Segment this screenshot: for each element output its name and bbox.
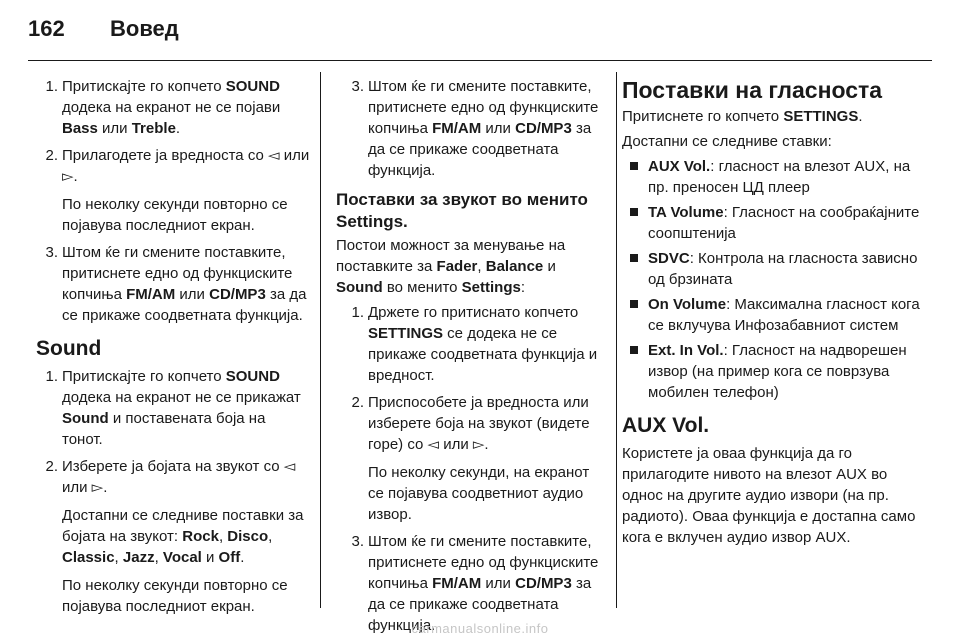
volume-intro-text: Притиснете го копчето SETTINGS.	[622, 108, 863, 125]
aux-vol-heading: AUX Vol.	[622, 414, 710, 437]
list-item: On Volume: Максимална гласност кога се вклучува Инфозабавниот систем	[622, 294, 922, 336]
step-text: Штом ќе ги смените поставките, притиснете едно од функциските копчиња FM/AM или CD/MP3 за да се прикаже соодветната функција.	[368, 78, 599, 179]
list-item: AUX Vol.: гласност на влезот AUX, на пр. преносен ЦД плеер	[622, 156, 922, 198]
step-number: 2.	[45, 458, 58, 475]
step-text: Штом ќе ги смените поставките, притиснете едно од функциските копчиња FM/AM или CD/MP3 за да се прикаже соодветната функција.	[368, 533, 599, 634]
list-item	[342, 392, 606, 525]
watermark: carmanualsonline.info	[411, 621, 549, 636]
step-text: Притискајте го копчето SOUND додека на екранот не се прикажат Sound и поставената боја на тонот.	[62, 368, 301, 448]
step-text: Држете го притиснато копчето SETTINGS се додека не се прикаже соодветната функција и вредност.	[368, 304, 598, 384]
column-3	[622, 76, 922, 552]
step-text: Изберете ја бојата на звукот со ◅ или ▻.	[62, 458, 296, 496]
step-text: Штом ќе ги смените поставките, притиснете едно од функциските копчиња FM/AM или CD/MP3 за да се прикаже соодветната функција.	[62, 244, 307, 324]
step-number: 1.	[351, 304, 364, 321]
step-number: 1.	[45, 78, 58, 95]
aux-vol-text: Користете ја оваа функција да го прилагодите нивото на влезот AUX во однос на другите аудио извори (на пр. радиото). Оваа функција е достапна само кога е вклучен аудио извор AUX.	[622, 445, 916, 546]
list-item	[36, 366, 310, 450]
list-item: Ext. In Vol.: Гласност на надворешен извор (на пример кога се поврзува мобилен телефон)	[622, 340, 922, 403]
step-note: По неколку секунди, на екранот се појавува соодветниот аудио извор.	[368, 464, 590, 523]
square-bullet-icon	[630, 162, 638, 170]
step-number: 2.	[351, 394, 364, 411]
step-note: По неколку секунди повторно се појавува последниот екран.	[62, 196, 288, 234]
list-item	[36, 456, 310, 617]
page-number: 162	[28, 16, 65, 41]
steps-list-sound	[36, 366, 310, 617]
square-bullet-icon	[630, 300, 638, 308]
step-text: Притискајте го копчето SOUND додека на екранот не се појави Bass или Treble.	[62, 78, 281, 137]
section-title: Вовед	[110, 16, 179, 41]
step-note: По неколку секунди повторно се појавува последниот екран.	[62, 577, 288, 615]
page-header	[28, 14, 179, 44]
step-number: 2.	[45, 147, 58, 164]
list-item: SDVC: Контрола на гласноста зависно од брзината	[622, 248, 922, 290]
column-divider-1	[320, 72, 321, 608]
square-bullet-icon	[630, 254, 638, 262]
list-item	[36, 76, 310, 139]
step-text: Прилагодете ја вредноста со ◅ или ▻.	[62, 147, 310, 185]
settings-sound-heading: Поставки за звукот во менито Settings.	[336, 190, 588, 231]
step-text: Приспособете ја вредноста или изберете боја на звукот (видете горе) со ◅ или ▻.	[368, 394, 590, 453]
step-note: Достапни се следниве поставки за бојата на звукот: Rock, Disco, Classic, Jazz, Vocal и Off.	[62, 507, 304, 566]
list-item	[342, 76, 606, 181]
settings-intro-text: Постои можност за менување на поставките за Fader, Balance и Sound во менито Settings:	[336, 237, 566, 296]
step-number: 3.	[351, 533, 364, 550]
header-rule	[28, 60, 932, 61]
step-number: 3.	[45, 244, 58, 261]
square-bullet-icon	[630, 346, 638, 354]
step-number: 1.	[45, 368, 58, 385]
step-number: 3.	[351, 78, 364, 95]
steps-list-continued	[336, 76, 606, 181]
column-2	[336, 76, 606, 642]
steps-list-settings	[336, 302, 606, 636]
column-1	[36, 76, 310, 623]
list-item	[36, 145, 310, 236]
square-bullet-icon	[630, 208, 638, 216]
column-divider-2	[616, 72, 617, 608]
list-item	[342, 302, 606, 386]
volume-settings-title: Поставки на гласноста	[622, 77, 883, 103]
available-items-text: Достапни се следниве ставки:	[622, 133, 832, 150]
sound-heading: Sound	[36, 337, 102, 360]
steps-list-bass-treble	[36, 76, 310, 326]
list-item	[36, 242, 310, 326]
volume-items-list	[622, 156, 922, 403]
list-item: TA Volume: Гласност на сообраќајните соопштенија	[622, 202, 922, 244]
